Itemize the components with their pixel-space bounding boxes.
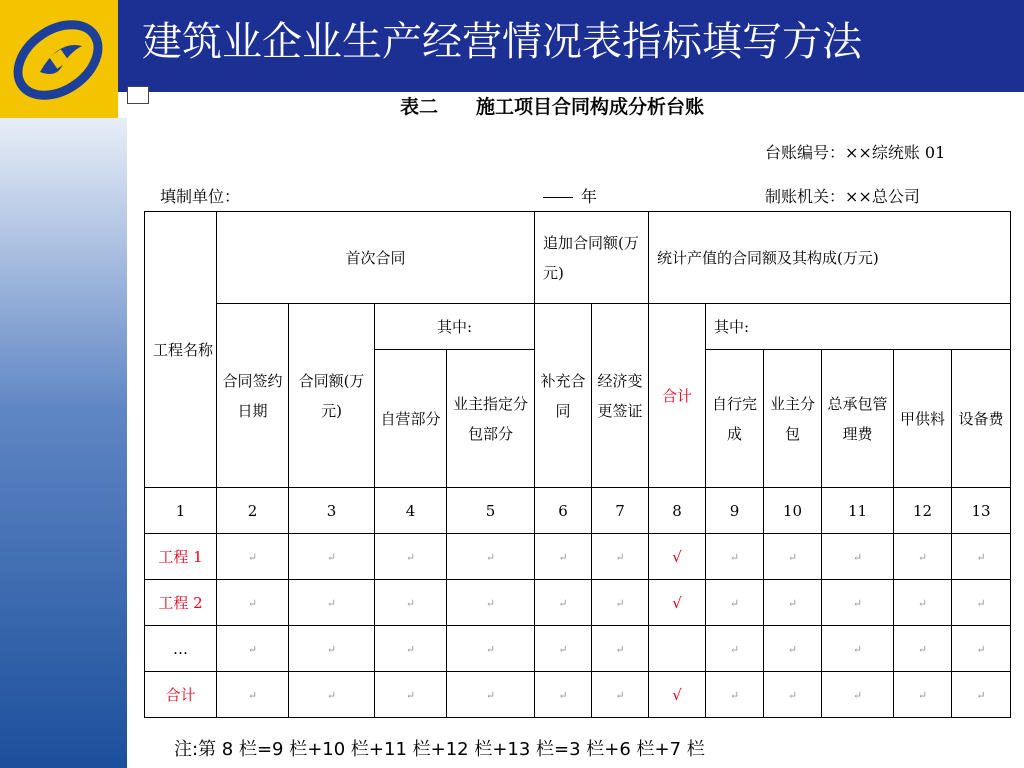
row-empty-cell bbox=[764, 626, 822, 672]
paragraph-mark: ↵ bbox=[615, 550, 625, 564]
paragraph-mark: ↵ bbox=[976, 550, 986, 564]
paragraph-mark: ↵ bbox=[247, 688, 258, 702]
row-empty-cell bbox=[894, 626, 952, 672]
corner-marker bbox=[127, 86, 149, 104]
paragraph-mark: ↵ bbox=[787, 550, 798, 564]
row-empty-cell bbox=[764, 534, 822, 580]
row-total-check: √ bbox=[649, 580, 706, 626]
header-gc-fee: 总承包管理费 bbox=[822, 350, 894, 488]
row-empty-cell bbox=[447, 580, 535, 626]
row-empty-cell bbox=[289, 672, 375, 718]
header-stats-contract: 统计产值的合同额及其构成(万元) bbox=[649, 212, 1011, 304]
col-number: 10 bbox=[764, 488, 822, 534]
paragraph-mark: ↵ bbox=[405, 642, 416, 656]
header-sign-date: 合同签约日期 bbox=[217, 304, 289, 488]
header-owner-package: 业主分包 bbox=[764, 350, 822, 488]
paragraph-mark: ↵ bbox=[247, 596, 258, 610]
col-number: 2 bbox=[217, 488, 289, 534]
row-empty-cell bbox=[217, 626, 289, 672]
row-empty-cell bbox=[822, 626, 894, 672]
row-empty-cell bbox=[706, 672, 764, 718]
col-number: 9 bbox=[706, 488, 764, 534]
header-of-which: 其中: bbox=[375, 304, 535, 350]
row-empty-cell bbox=[535, 580, 592, 626]
year-field bbox=[543, 184, 597, 207]
col-number: 5 bbox=[447, 488, 535, 534]
paragraph-mark: ↵ bbox=[558, 642, 568, 656]
row-empty-cell bbox=[535, 672, 592, 718]
header-project-name: 工程名称 bbox=[145, 212, 217, 488]
row-empty-cell bbox=[822, 580, 894, 626]
header-econ-change: 经济变更签证 bbox=[592, 304, 649, 488]
row-empty-cell bbox=[289, 626, 375, 672]
header-first-contract: 首次合同 bbox=[217, 212, 535, 304]
row-empty-cell bbox=[375, 580, 447, 626]
paragraph-mark: ↵ bbox=[852, 596, 863, 610]
table-title: 表二 施工项目合同构成分析台账 bbox=[400, 96, 705, 118]
col-number: 4 bbox=[375, 488, 447, 534]
paragraph-mark: ↵ bbox=[485, 642, 496, 656]
paragraph-mark: ↵ bbox=[247, 550, 258, 564]
row-empty-cell bbox=[592, 534, 649, 580]
row-empty-cell bbox=[706, 626, 764, 672]
paragraph-mark: ↵ bbox=[787, 642, 798, 656]
header-total: 合计 bbox=[649, 304, 706, 488]
row-empty-cell bbox=[952, 534, 1011, 580]
row-empty-cell bbox=[822, 534, 894, 580]
paragraph-mark: ↵ bbox=[852, 642, 863, 656]
col-number: 6 bbox=[535, 488, 592, 534]
row-empty-cell bbox=[447, 534, 535, 580]
row-project-name: … bbox=[145, 626, 217, 672]
paragraph-mark: ↵ bbox=[852, 688, 863, 702]
table-row bbox=[145, 580, 1011, 626]
row-total-check bbox=[649, 626, 706, 672]
left-decor-strip bbox=[0, 118, 127, 768]
paragraph-mark: ↵ bbox=[729, 596, 740, 610]
paragraph-mark: ↵ bbox=[976, 596, 986, 610]
row-empty-cell bbox=[952, 626, 1011, 672]
row-empty-cell bbox=[535, 626, 592, 672]
paragraph-mark: ↵ bbox=[485, 550, 496, 564]
header-owner-subcontract: 业主指定分包部分 bbox=[447, 350, 535, 488]
paragraph-mark: ↵ bbox=[615, 688, 625, 702]
row-empty-cell bbox=[535, 534, 592, 580]
row-empty-cell bbox=[952, 672, 1011, 718]
header-added-contract: 追加合同额(万元) bbox=[535, 212, 649, 304]
header-equipment-fee: 设备费 bbox=[952, 350, 1011, 488]
paragraph-mark: ↵ bbox=[405, 688, 416, 702]
paragraph-mark: ↵ bbox=[729, 688, 740, 702]
header-supplied-material: 甲供料 bbox=[894, 350, 952, 488]
row-empty-cell bbox=[706, 534, 764, 580]
footnote: 注:第 8 栏=9 栏+10 栏+11 栏+12 栏+13 栏=3 栏+6 栏+7 栏 bbox=[174, 739, 705, 760]
row-empty-cell bbox=[447, 626, 535, 672]
col-number: 11 bbox=[822, 488, 894, 534]
header-of-which-2: 其中: bbox=[706, 304, 1011, 350]
row-total-check: √ bbox=[649, 534, 706, 580]
logo-icon bbox=[0, 0, 118, 118]
col-number: 1 bbox=[145, 488, 217, 534]
col-number: 3 bbox=[289, 488, 375, 534]
paragraph-mark: ↵ bbox=[852, 550, 863, 564]
title-bar bbox=[118, 0, 1024, 92]
row-empty-cell bbox=[447, 672, 535, 718]
row-project-name: 合计 bbox=[145, 672, 217, 718]
paragraph-mark: ↵ bbox=[485, 688, 496, 702]
paragraph-mark: ↵ bbox=[485, 596, 496, 610]
paragraph-mark: ↵ bbox=[615, 596, 625, 610]
slide-title: 建筑业企业生产经营情况表指标填写方法 bbox=[142, 19, 862, 65]
table-row bbox=[145, 626, 1011, 672]
paragraph-mark: ↵ bbox=[405, 596, 416, 610]
row-empty-cell bbox=[217, 672, 289, 718]
row-total-check: √ bbox=[649, 672, 706, 718]
year-label: 年 bbox=[581, 187, 598, 206]
row-empty-cell bbox=[706, 580, 764, 626]
row-empty-cell bbox=[822, 672, 894, 718]
col-number: 13 bbox=[952, 488, 1011, 534]
paragraph-mark: ↵ bbox=[326, 688, 337, 702]
paragraph-mark: ↵ bbox=[405, 550, 416, 564]
row-empty-cell bbox=[217, 580, 289, 626]
row-empty-cell bbox=[592, 672, 649, 718]
row-empty-cell bbox=[592, 580, 649, 626]
row-empty-cell bbox=[375, 626, 447, 672]
paragraph-mark: ↵ bbox=[247, 642, 258, 656]
paragraph-mark: ↵ bbox=[917, 688, 928, 702]
row-empty-cell bbox=[894, 672, 952, 718]
paragraph-mark: ↵ bbox=[917, 642, 928, 656]
row-empty-cell bbox=[592, 626, 649, 672]
paragraph-mark: ↵ bbox=[976, 688, 986, 702]
paragraph-mark: ↵ bbox=[729, 642, 740, 656]
row-empty-cell bbox=[952, 580, 1011, 626]
paragraph-mark: ↵ bbox=[917, 596, 928, 610]
table-row bbox=[145, 672, 1011, 718]
paragraph-mark: ↵ bbox=[326, 550, 337, 564]
org-label: 制账机关：××总公司 bbox=[765, 187, 920, 206]
row-empty-cell bbox=[764, 580, 822, 626]
col-number: 8 bbox=[649, 488, 706, 534]
paragraph-mark: ↵ bbox=[558, 596, 568, 610]
paragraph-mark: ↵ bbox=[558, 550, 568, 564]
table-row bbox=[145, 534, 1011, 580]
row-empty-cell bbox=[375, 534, 447, 580]
header-supplement: 补充合同 bbox=[535, 304, 592, 488]
paragraph-mark: ↵ bbox=[976, 642, 986, 656]
logo bbox=[0, 0, 118, 118]
row-project-name: 工程 1 bbox=[145, 534, 217, 580]
header-self-operated: 自营部分 bbox=[375, 350, 447, 488]
row-empty-cell bbox=[289, 534, 375, 580]
col-number: 12 bbox=[894, 488, 952, 534]
paragraph-mark: ↵ bbox=[787, 596, 798, 610]
contract-ledger-table bbox=[144, 211, 1011, 718]
row-empty-cell bbox=[375, 672, 447, 718]
paragraph-mark: ↵ bbox=[917, 550, 928, 564]
ledger-number: 台账编号：××综统账 01 bbox=[765, 143, 946, 162]
header-contract-amount: 合同额(万元) bbox=[289, 304, 375, 488]
header-self-done: 自行完成 bbox=[706, 350, 764, 488]
row-empty-cell bbox=[217, 534, 289, 580]
row-empty-cell bbox=[894, 534, 952, 580]
column-number-row bbox=[145, 488, 1011, 534]
paragraph-mark: ↵ bbox=[326, 596, 337, 610]
fill-unit-label: 填制单位： bbox=[160, 187, 241, 206]
row-project-name: 工程 2 bbox=[145, 580, 217, 626]
paragraph-mark: ↵ bbox=[729, 550, 740, 564]
table-body bbox=[145, 534, 1011, 718]
paragraph-mark: ↵ bbox=[615, 642, 625, 656]
paragraph-mark: ↵ bbox=[558, 688, 568, 702]
year-blank bbox=[543, 197, 573, 198]
paragraph-mark: ↵ bbox=[787, 688, 798, 702]
row-empty-cell bbox=[289, 580, 375, 626]
row-empty-cell bbox=[764, 672, 822, 718]
paragraph-mark: ↵ bbox=[326, 642, 337, 656]
row-empty-cell bbox=[894, 580, 952, 626]
col-number: 7 bbox=[592, 488, 649, 534]
